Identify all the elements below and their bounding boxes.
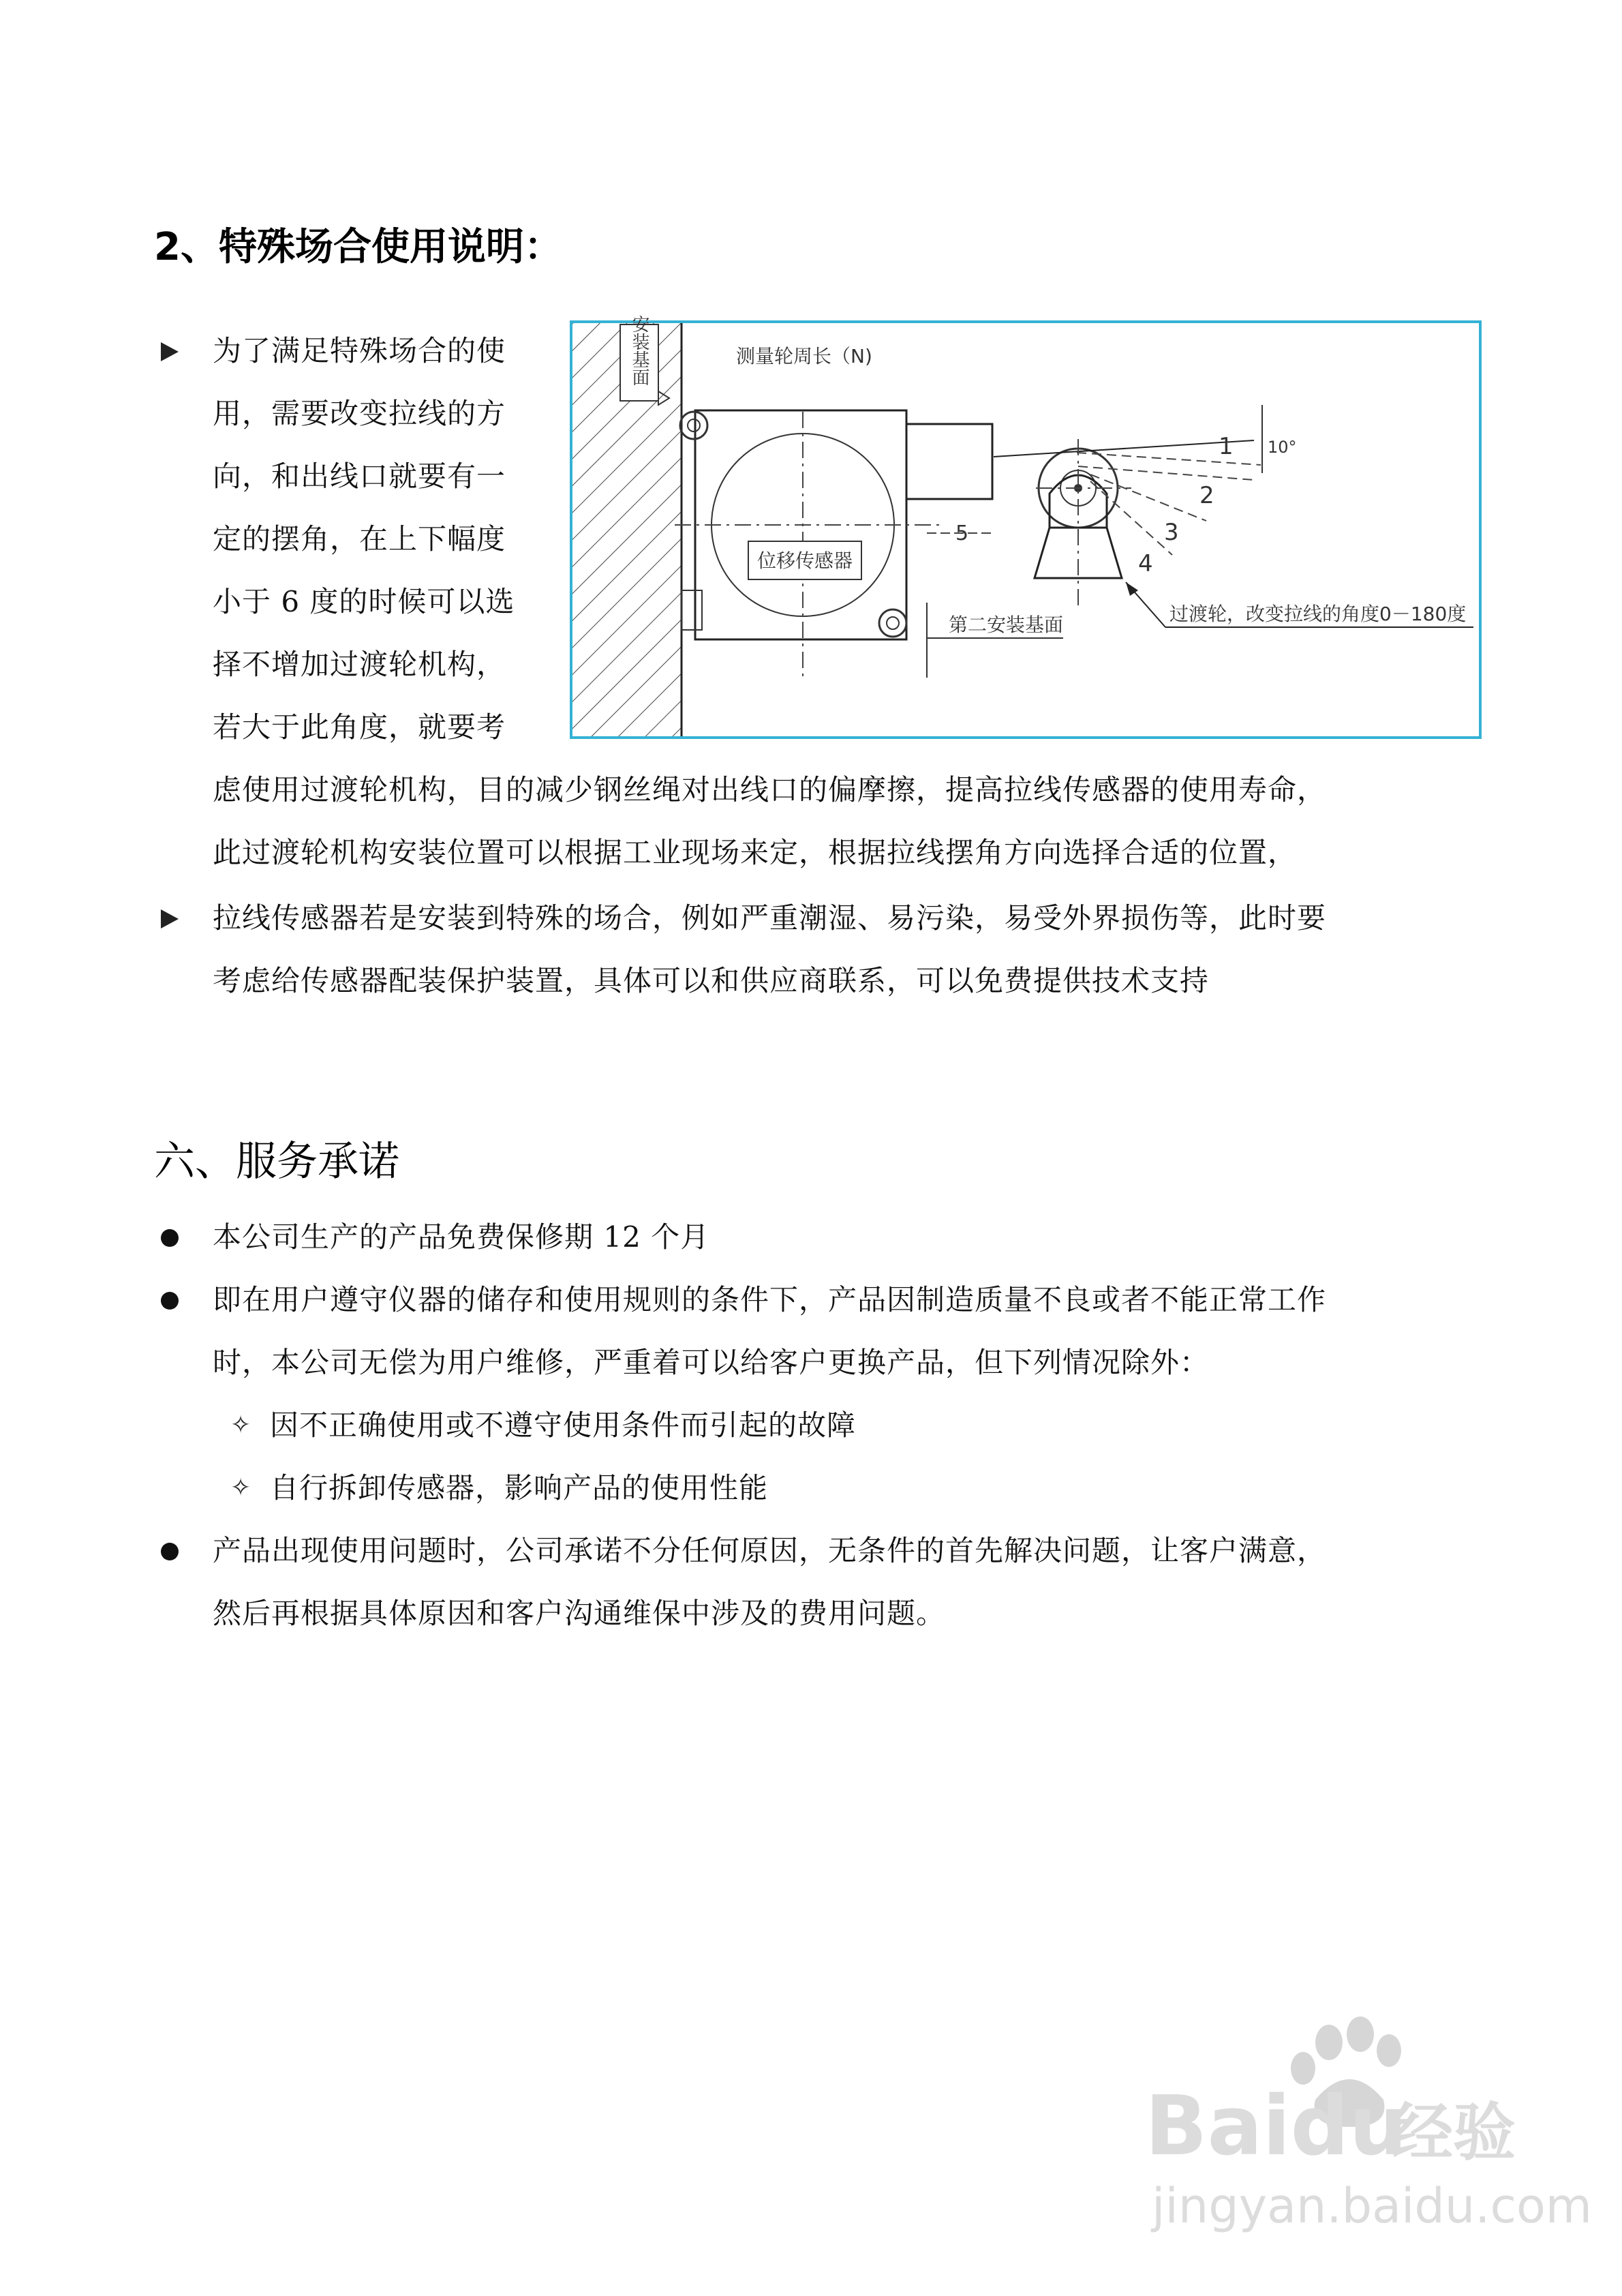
para1-line: 用，需要改变拉线的方 [213, 397, 506, 430]
para2-line: 考虑给传感器配装保护装置，具体可以和供应商联系，可以免费提供技术支持 [213, 964, 1210, 997]
cable-outlet [906, 424, 992, 499]
path-4-label: 4 [1138, 550, 1153, 577]
watermark-url: jingyan.baidu.com [1152, 2178, 1592, 2234]
service-sub-2: 自行拆卸传感器，影响产品的使用性能 [270, 1471, 769, 1505]
para1-line: 此过渡轮机构安装位置可以根据工业现场来定，根据拉线摆角方向选择合适的位置， [213, 836, 1298, 869]
watermark-brand: Baidu [1145, 2079, 1407, 2174]
service-bullet-1: 本公司生产的产品免费保修期 12 个月 [213, 1220, 710, 1254]
path-3-label: 3 [1164, 519, 1179, 546]
arrow-bullet-icon [161, 342, 179, 361]
para1-line: 虑使用过渡轮机构，目的减少钢丝绳对出线口的偏摩擦，提高拉线传感器的使用寿命， [213, 773, 1327, 806]
sensor-label: 位移传感器 [756, 549, 853, 572]
para2-line: 拉线传感器若是安装到特殊的场合，例如严重潮湿、易污染，易受外界损伤等，此时要 [213, 901, 1327, 935]
mount-face-label: 安装基面 [629, 315, 649, 386]
para1-line: 择不增加过渡轮机构， [213, 648, 506, 681]
service-sub-1: 因不正确使用或不遵守使用条件而引起的故障 [270, 1408, 857, 1442]
second-face-label: 第二安装基面 [949, 614, 1064, 636]
measure-label: 测量轮周长（N) [736, 345, 872, 367]
para1-line: 向，和出线口就要有一 [213, 459, 506, 493]
dimension-5-label: 5 [955, 522, 969, 545]
service-bullet-3-line: 然后再根据具体原因和客户沟通维保中涉及的费用问题。 [213, 1597, 946, 1630]
angle-label: 10° [1268, 438, 1297, 457]
arrow-bullet-icon [161, 909, 179, 928]
watermark-product: 经验 [1390, 2096, 1516, 2169]
transition-wheel-diagram [570, 315, 1482, 739]
para1-line: 若大于此角度，就要考 [213, 710, 506, 744]
diamond-bullet-icon: ✧ [230, 1411, 251, 1439]
para1-line: 小于 6 度的时候可以选 [213, 585, 515, 618]
baidu-jingyan-watermark [1145, 2018, 1592, 2243]
diagram-drawing [572, 315, 1479, 736]
bullet-dot-icon [161, 1292, 179, 1310]
service-bullet-2-line: 即在用户遵守仪器的储存和使用规则的条件下，产品因制造质量不良或者不能正常工作 [213, 1283, 1327, 1316]
service-bullet-3-line: 产品出现使用问题时，公司承诺不分任何原因，无条件的首先解决问题，让客户满意， [213, 1534, 1327, 1567]
path-2-label: 2 [1199, 482, 1214, 509]
path-1-label: 1 [1219, 433, 1234, 460]
para1-line: 定的摆角，在上下幅度 [213, 522, 506, 556]
section-heading-service: 六、服务承诺 [154, 1138, 399, 1185]
section-heading-special-use: 2、特殊场合使用说明： [154, 225, 562, 269]
bullet-dot-icon [161, 1229, 179, 1247]
para1-line: 为了满足特殊场合的使 [213, 334, 506, 367]
watermark-logo [1145, 2018, 1592, 2243]
bullet-dot-icon [161, 1543, 179, 1560]
diamond-bullet-icon: ✧ [230, 1474, 251, 1502]
service-bullet-2-line: 时，本公司无偿为用户维修，严重着可以给客户更换产品，但下列情况除外： [213, 1346, 1210, 1379]
transition-wheel-label: 过渡轮，改变拉线的角度0－180度 [1169, 603, 1467, 625]
